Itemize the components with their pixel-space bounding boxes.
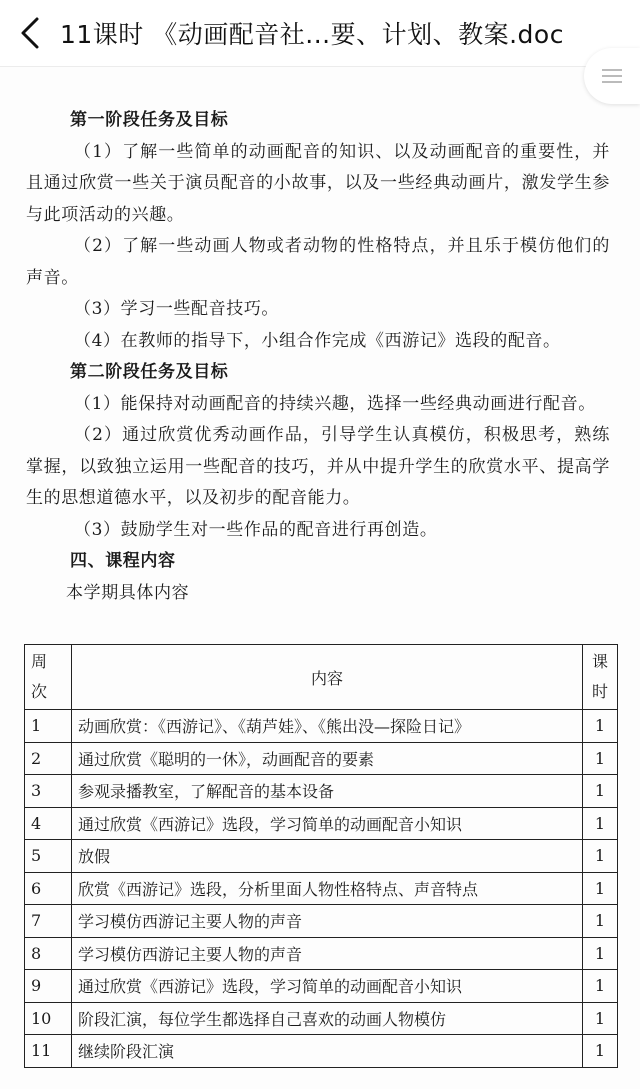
stage2-item: （2）通过欣赏优秀动画作品，引导学生认真模仿，积极思考，熟练掌握，以致独立运用一些配音的技巧，并从中提升学生的欣赏水平、提高学生的思想道德水平，以及初步的配音能力。	[26, 425, 610, 508]
header-hours: 课 时	[583, 645, 618, 710]
table-caption: 本学期具体内容	[66, 582, 190, 603]
row-content: 通过欣赏《西游记》选段，学习简单的动画配音小知识	[72, 970, 583, 1003]
stage2-item: （1）能保持对动画配音的持续兴趣，选择一些经典动画进行配音。	[74, 393, 596, 414]
header-week: 周 次	[25, 645, 72, 710]
table-row	[25, 775, 618, 808]
table-row	[25, 840, 618, 873]
row-hours: 1	[583, 872, 618, 905]
row-hours: 1	[583, 937, 618, 970]
table-row	[25, 872, 618, 905]
row-number: 9	[25, 970, 72, 1003]
row-number: 7	[25, 905, 72, 938]
document-body	[26, 105, 610, 609]
row-number: 5	[25, 840, 72, 873]
course-schedule-table	[24, 644, 618, 1068]
table-row	[25, 1002, 618, 1035]
row-number: 8	[25, 937, 72, 970]
row-content: 放假	[72, 840, 583, 873]
row-number: 3	[25, 775, 72, 808]
row-number: 6	[25, 872, 72, 905]
row-number: 4	[25, 807, 72, 840]
hamburger-menu-icon	[601, 67, 623, 85]
table-row	[25, 970, 618, 1003]
row-hours: 1	[583, 1035, 618, 1068]
stage1-heading: 第一阶段任务及目标	[70, 110, 229, 130]
top-bar	[0, 0, 640, 67]
table-row	[25, 1035, 618, 1068]
row-hours: 1	[583, 905, 618, 938]
row-hours: 1	[583, 742, 618, 775]
header-content: 内容	[72, 645, 583, 710]
stage2-heading: 第二阶段任务及目标	[70, 362, 229, 382]
stage1-item: （3）学习一些配音技巧。	[74, 299, 280, 319]
table-body	[25, 710, 618, 1068]
row-hours: 1	[583, 840, 618, 873]
stage1-item: （4）在教师的指导下，小组合作完成《西游记》选段的配音。	[74, 330, 561, 351]
table-row	[25, 807, 618, 840]
row-content: 动画欣赏：《西游记》、《葫芦娃》、《熊出没—探险日记》	[72, 710, 583, 743]
menu-button[interactable]	[584, 48, 640, 104]
row-content: 欣赏《西游记》选段，分析里面人物性格特点、声音特点	[72, 872, 583, 905]
row-hours: 1	[583, 970, 618, 1003]
section4-heading: 四、课程内容	[70, 551, 176, 571]
table-header-row	[25, 645, 618, 710]
row-content: 阶段汇演，每位学生都选择自己喜欢的动画人物模仿	[72, 1002, 583, 1035]
row-content: 学习模仿西游记主要人物的声音	[72, 937, 583, 970]
row-hours: 1	[583, 807, 618, 840]
document-page[interactable]	[0, 67, 640, 1089]
row-number: 1	[25, 710, 72, 743]
row-content: 通过欣赏《西游记》选段，学习简单的动画配音小知识	[72, 807, 583, 840]
document-title: 11课时 《动画配音社...要、计划、教案.doc	[60, 20, 564, 49]
table-row	[25, 905, 618, 938]
table-row	[25, 710, 618, 743]
row-content: 通过欣赏《聪明的一休》，动画配音的要素	[72, 742, 583, 775]
back-button[interactable]	[0, 0, 60, 66]
row-content: 学习模仿西游记主要人物的声音	[72, 905, 583, 938]
row-hours: 1	[583, 775, 618, 808]
table-row	[25, 742, 618, 775]
row-content: 继续阶段汇演	[72, 1035, 583, 1068]
row-hours: 1	[583, 1002, 618, 1035]
stage1-item: （1）了解一些简单的动画配音的知识、以及动画配音的重要性，并且通过欣赏一些关于演员配音的小故事，以及一些经典动画片，激发学生参与此项活动的兴趣。	[26, 141, 610, 225]
row-content: 参观录播教室，了解配音的基本设备	[72, 775, 583, 808]
row-hours: 1	[583, 710, 618, 743]
row-number: 11	[25, 1035, 72, 1068]
stage1-item: （2）了解一些动画人物或者动物的性格特点，并且乐于模仿他们的声音。	[26, 236, 610, 288]
chevron-left-icon	[19, 16, 41, 50]
table-row	[25, 937, 618, 970]
stage2-item: （3）鼓励学生对一些作品的配音进行再创造。	[74, 519, 438, 540]
row-number: 10	[25, 1002, 72, 1035]
row-number: 2	[25, 742, 72, 775]
